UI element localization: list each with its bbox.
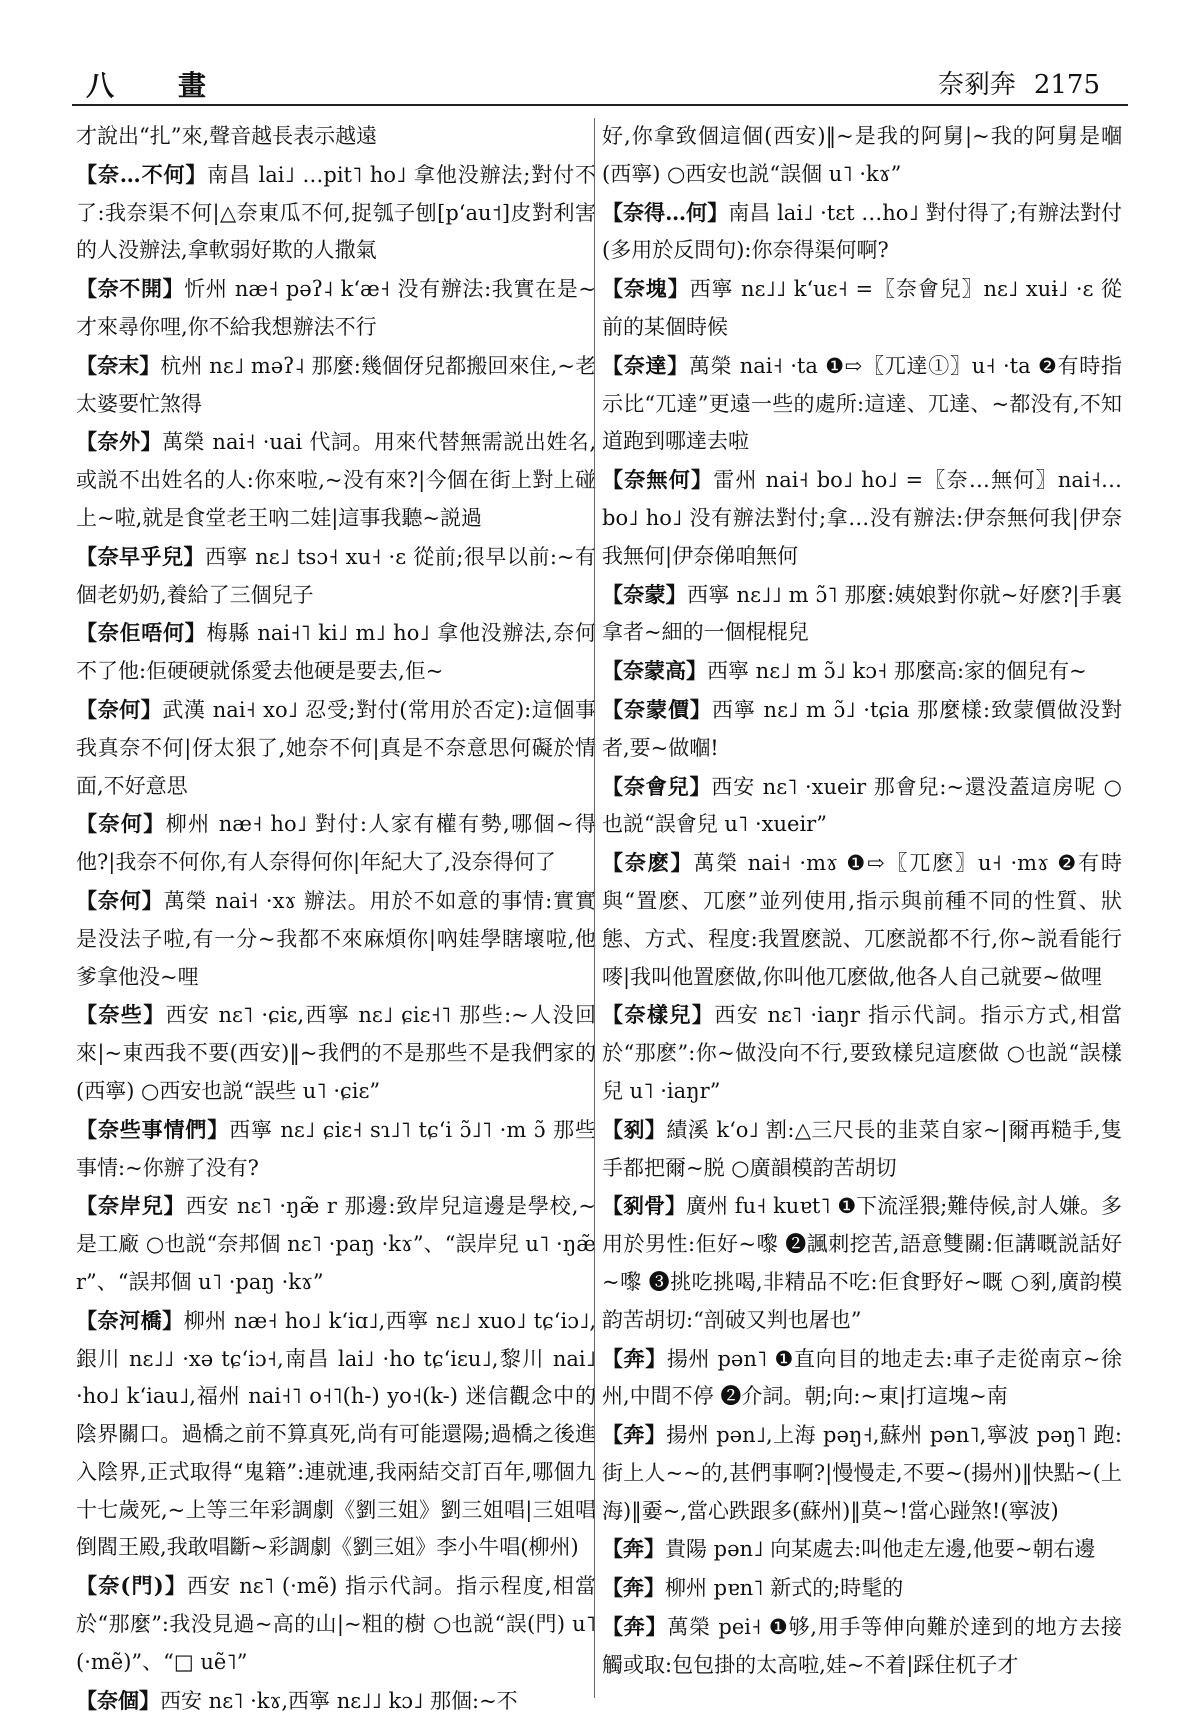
entry-headword: 【奔】 <box>602 1422 667 1448</box>
entry-headword: 【奈些】 <box>76 1002 166 1028</box>
entry-text: 西寧 nɛ˩ tsɔ˧ xu˧ ·ɛ 從前;很早以前:~有個老奶奶,養給了三個兒子 <box>76 544 596 607</box>
entry-text: 西安 nɛ˥ ·iaŋr 指示代詞。指示方式,相當於“那麽”:你~做没向不行,要致樣兒這麽做 ○也説“誤樣兒 u˥ ·iaŋr” <box>602 1003 1123 1103</box>
entry-text: 好,你拿致個這個(西安)‖~是我的阿舅|~我的阿舅是嗰(西寧) ○西安也説“誤個 u˥ ·kɤ” <box>602 124 1122 186</box>
entry-text: 萬榮 nai˧ ·xɤ 辦法。用於不如意的事情:實實是没法子啦,有一分~我都不來麻煩你|吶娃學瞎壞啦,他爹拿他没~哩 <box>76 888 596 989</box>
entry-text: 南昌 lai˩ …pit˥ ho˩ 拿他没辦法;對付不了:我奈渠不何|△奈東瓜不何,捉瓠子刨[pʻau˦]皮對利害的人没辦法,拿軟弱好欺的人撒氣 <box>76 162 596 263</box>
entry-text: 萬榮 pei˧ ❶够,用手等伸向難於達到的地方去接觸或取:包包掛的太高啦,娃~不着|踩住杌子才 <box>602 1615 1122 1677</box>
entry-headword: 【奔】 <box>602 1345 667 1371</box>
page-header <box>0 0 1200 112</box>
entry-headword: 【奈何】 <box>76 887 164 913</box>
entry-text: 才說出“扎”來,聲音越長表示越遠 <box>76 124 378 148</box>
dictionary-entry <box>76 996 596 1110</box>
dictionary-entry <box>76 614 596 691</box>
dictionary-entry <box>602 1416 1122 1530</box>
entry-text: 南昌 lai˩ ·tɛt …ho˩ 對付得了;有辦法對付(多用於反問句):你奈得渠何啊? <box>602 200 1123 263</box>
entry-text: 揚州 pən˩,上海 pəŋ˧,蘇州 pən˥,寧波 pəŋ˥ 跑:街上人~~的,甚們事啊?|慢慢走,不要~(揚州)‖快點~(上海)‖嫑~,當心跌跟多(蘇州)‖莫~!當心踫煞!(寧波) <box>602 1423 1122 1523</box>
entry-text: 萬榮 nai˧ ·ta ❶⇨〖兀達①〗u˧ ·ta ❷有時指示比“兀達”更遠一些的處所:這達、兀達、~都没有,不知道跑到哪達去啦 <box>602 353 1122 454</box>
right-column <box>602 118 1122 1698</box>
entry-headword: 【剢】 <box>602 1116 667 1142</box>
entry-headword: 【奈達】 <box>602 352 689 378</box>
entry-text: 西寧 nɛ˩˩ kʻuɛ˧ =〖奈會兒〗nɛ˩ xuɨ˩ ·ɛ 從前的某個時候 <box>602 277 1122 339</box>
dictionary-entry <box>76 156 596 270</box>
entry-text: 西寧 nɛ˩ m ɔ̃˩ kɔ˧ 那麼高:家的個兒有~ <box>707 659 1087 684</box>
dictionary-entry <box>602 461 1122 575</box>
dictionary-entry <box>602 118 1122 194</box>
dictionary-entry <box>76 691 596 805</box>
dictionary-entry <box>602 1608 1122 1685</box>
dictionary-entry <box>76 1111 596 1188</box>
entry-text: 柳州 næ˧ ho˩ kʻiɑ˩,西寧 nɛ˩ xuo˩ tɕʻiɔ˩,銀川 nɛ˩˩ ·xə tɕʻiɔ˧,南昌 lai˩ ·ho tɕʻiɛu˩,黎川 nai˩ ·ho˩ kʻiau˩,福州 nai˧˥ o˧˥(h-) yo˧(k-) 迷信觀念中的陰界關口。過橋之前不算真死,尚有可能還陽;過橋之後進入陰界,正式取得“鬼籍”:連就連,我兩結交訂百年,哪個九十七歲死,~上等三年彩調劇《劉三姐》劉三姐唱|三姐唱倒閻王殿,我敢唱斷~彩調劇《劉三姐》李小牛唱(柳州) <box>76 1308 596 1560</box>
section-title: 八 畫 <box>86 69 225 102</box>
dictionary-entry <box>76 1567 596 1681</box>
entry-headword: 【奔】 <box>602 1575 665 1601</box>
dictionary-entry <box>76 423 596 537</box>
dictionary-entry <box>76 1187 596 1301</box>
column-divider <box>594 118 595 1698</box>
entry-text: 萬榮 nai˧ ·mɤ ❶⇨〖兀麽〗u˧ ·mɤ ❷有時與“置麽、兀麽”並列使用,指示與前種不同的性質、狀態、方式、程度:我置麽説、兀麽説都不行,你~説看能行嘜|我叫他置麽做,你叫他兀麽做,他各人自己就要~做哩 <box>602 851 1122 989</box>
entry-headword: 【奈早乎兒】 <box>76 543 205 569</box>
entry-text: 忻州 næ˧ pəʔ˨ kʻæ˧ 没有辦法:我實在是~才來尋你哩,你不給我想辦法不行 <box>76 277 597 339</box>
entry-headword: 【奈何】 <box>76 696 163 722</box>
dictionary-entry <box>602 691 1122 768</box>
running-head <box>938 64 1100 101</box>
entry-text: 西寧 nɛ˩˩ m ɔ̃˥ 那麼:姨娘對你就~好麽?|手裏拿者~細的一個棍棍兒 <box>602 582 1123 645</box>
entry-headword: 【剢骨】 <box>602 1193 687 1219</box>
dictionary-entry <box>602 347 1122 461</box>
entry-text: 揚州 pən˥ ❶直向目的地走去:車子走從南京~徐州,中間不停 ❷介詞。朝;向:~東|打這塊~南 <box>602 1346 1123 1409</box>
entry-headword: 【奔】 <box>602 1536 665 1562</box>
dictionary-entry <box>602 1111 1122 1188</box>
dictionary-entry <box>76 1302 596 1568</box>
entry-text: 貴陽 pən˩ 向某處去:叫他走左邊,他要~朝右邊 <box>665 1537 1096 1562</box>
entry-text: 績溪 kʻo˩ 割:△三尺長的韭菜自家~|爾再糙手,隻手都把爾~脱 ○廣韻模韵苦胡切 <box>602 1117 1123 1180</box>
dictionary-entry <box>76 805 596 882</box>
entry-text: 西安 nɛ˥ ·ɕiɛ,西寧 nɛ˩ ɕiɛ˧˥ 那些:~人没回來|~東西我不要(西安)‖~我們的不是那些不是我們家的(西寧) ○西安也説“誤些 u˥ ·ɕiɛ” <box>76 1003 596 1103</box>
left-column <box>76 118 597 1713</box>
entry-text: 廣州 fu˧ kuɐt˥ ❶下流淫猥;難侍候,討人嫌。多用於男性:佢好~嚟 ❷諷刺挖苦,語意雙關:佢講嘅説話好~嚟 ❸挑吃挑喝,非精品不吃:佢食野好~嘅 ○剢,廣韵模韵苦胡切:“剖破又判也屠也” <box>602 1194 1122 1332</box>
entry-text: 柳州 pɐn˥ 新式的;時髦的 <box>665 1576 904 1601</box>
dictionary-entry <box>602 1187 1122 1339</box>
dictionary-entry <box>76 347 596 424</box>
entry-headword: 【奈何】 <box>76 811 166 837</box>
dictionary-entry <box>602 194 1122 271</box>
entry-text: 雷州 nai˧ bo˩ ho˩ =〖奈…無何〗nai˧… bo˩ ho˩ 没有辦法對付;拿…没有辦法:伊奈無何我|伊奈我無何|伊奈俤咱無何 <box>602 468 1122 568</box>
entry-headword: 【奔】 <box>602 1614 668 1640</box>
dictionary-entry <box>602 1569 1122 1608</box>
entry-text: 梅縣 nai˧˥ ki˩ m˩ ho˩ 拿他没辦法,奈何不了他:佢硬硬就係愛去他硬是要去,佢~ <box>76 621 596 684</box>
dictionary-entry <box>76 270 596 347</box>
header-rule <box>72 104 1128 106</box>
entry-headword: 【奈末】 <box>76 352 161 378</box>
entry-headword: 【奈些事情們】 <box>76 1116 230 1142</box>
entry-headword: 【奈個】 <box>76 1687 160 1713</box>
entry-text: 西安 nɛ˥ ·ŋæ̃ r 那邊:致岸兒這邊是學校,~是工廠 ○也説“奈邦個 nɛ˥ ·paŋ ·kɤ”、“誤岸兒 u˥ ·ŋæ̃ r”、“誤邦個 u˥ ·paŋ ·kɤ” <box>76 1194 596 1294</box>
entry-text: 西寧 nɛ˩ m ɔ̃˩ ·tɕia 那麼樣:致蒙價做没對者,要~做嗰! <box>602 697 1123 760</box>
dictionary-entry <box>602 652 1122 691</box>
dictionary-entry <box>602 996 1122 1110</box>
page-number: 2175 <box>1033 70 1100 100</box>
entry-headword: 【奈蒙高】 <box>602 658 707 684</box>
entry-headword: 【奈會兒】 <box>602 773 712 799</box>
entry-text: 萬榮 nai˧ ·uai 代詞。用來代替無需説出姓名,或説不出姓名的人:你來啦,~没有來?|今個在街上對上碰上~啦,就是食堂老王吶二娃|這事我聽~説過 <box>76 430 596 530</box>
entry-headword: 【奈岸兒】 <box>76 1193 186 1219</box>
header-keywords: 奈剢奔 <box>937 70 1016 100</box>
entry-text: 杭州 nɛ˩ məʔ˨ 那麼:幾個伢兒都搬回來住,~老太婆要忙煞得 <box>76 353 597 416</box>
dictionary-entry <box>76 118 596 156</box>
entry-headword: 【奈塊】 <box>602 276 690 302</box>
dictionary-entry <box>602 576 1122 653</box>
entry-headword: 【奈得…何】 <box>602 199 729 225</box>
entry-headword: 【奈佢唔何】 <box>76 620 207 646</box>
entry-headword: 【奈蒙價】 <box>602 696 712 722</box>
entry-text: 武漢 nai˧ xo˩ 忍受;對付(常用於否定):這個事我真奈不何|伢太狠了,她奈不何|真是不奈意思何礙於情面,不好意思 <box>76 697 596 798</box>
entry-text: 西安 nɛ˥ ·kɤ,西寧 nɛ˩˩ kɔ˩ 那個:~不 <box>160 1688 518 1713</box>
dictionary-entry <box>76 882 596 996</box>
entry-headword: 【奈(門)】 <box>76 1573 188 1599</box>
entry-headword: 【奈…不何】 <box>76 161 208 187</box>
entry-text: 西安 nɛ˥ ·xueir 那會兒:~還没蓋這房呢 ○也説“誤會兒 u˥ ·xueir” <box>602 774 1123 837</box>
dictionary-entry <box>602 768 1122 845</box>
entry-headword: 【奈麽】 <box>602 850 694 876</box>
entry-headword: 【奈不開】 <box>76 276 185 302</box>
entry-headword: 【奈樣兒】 <box>602 1002 715 1028</box>
dictionary-entry <box>602 270 1122 347</box>
dictionary-entry <box>602 844 1122 996</box>
dictionary-entry <box>76 538 596 615</box>
entry-headword: 【奈蒙】 <box>602 581 688 607</box>
dictionary-entry <box>76 1682 596 1721</box>
entry-text: 柳州 næ˧ ho˩ 對付:人家有權有勢,哪個~得他?|我奈不何你,有人奈得何你|年紀大了,没奈得何了 <box>76 812 597 875</box>
entry-headword: 【奈河橋】 <box>76 1307 184 1333</box>
dictionary-entry <box>602 1340 1122 1417</box>
entry-text: 西寧 nɛ˩ ɕiɛ˧ sɿ˩˥ tɕʻi ɔ̃˩˥ ·m ɔ̃ 那些事情:~你辦了没有? <box>76 1117 596 1180</box>
dictionary-entry <box>602 1530 1122 1569</box>
entry-headword: 【奈無何】 <box>602 467 714 493</box>
entry-text: 西安 nɛ˥ (·mẽ) 指示代詞。指示程度,相當於“那麼”:我没見過~高的山|~粗的樹 ○也説“誤(門) u˥ (·mẽ)”、“□ uẽ˥” <box>76 1574 596 1674</box>
entry-headword: 【奈外】 <box>76 429 163 455</box>
